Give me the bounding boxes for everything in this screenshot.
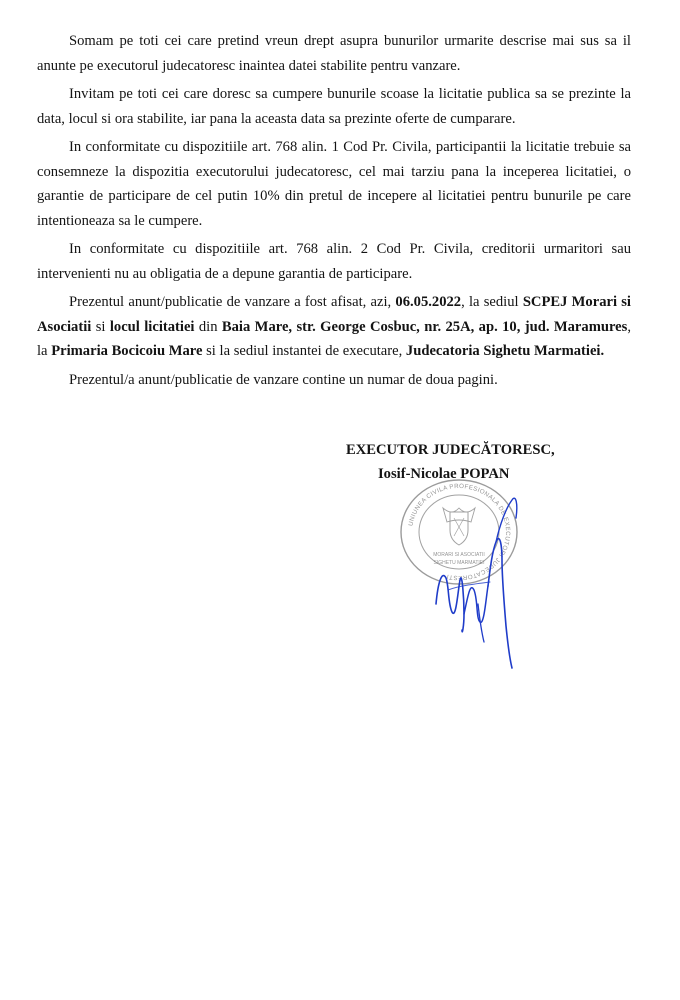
emphasized-text: Judecatoria Sighetu Marmatiei.: [405, 343, 605, 359]
paragraph-text: si la sediul instantei de executare,: [202, 343, 406, 359]
emphasized-text: Primaria Bocicoiu Mare: [51, 343, 203, 359]
paragraph-text: In conformitate cu dispozitiile art. 768 alin. 1 Cod Pr. Civila, participantii la licitatie trebuie sa consemneze la dispozitia executorului judecatoresc, cel mai tarziu pana la inceperea licitatiei, o garantie de participare de cel putin 10% din pretul de incepere al licitatiei pentru bunurile pe care intentioneaza sa le cumpere.: [37, 139, 631, 229]
paragraph-text: , la sediul: [461, 294, 523, 310]
stamp-bottom-text: SIGHETU MARMATIEI: [433, 560, 485, 566]
document-body: [37, 29, 631, 396]
signatory-title: EXECUTOR JUDECĂTORESC,: [346, 442, 555, 458]
paragraph-auction-invitation: [37, 82, 631, 131]
emphasized-text: SCPEJ Morari si Asociatii: [37, 294, 631, 335]
paragraph-guarantee-requirement: [37, 135, 631, 233]
paragraph-text: Prezentul anunt/publicatie de vanzare a fost afisat, azi,: [69, 294, 396, 310]
paragraph-creditor-exemption: [37, 237, 631, 286]
paragraph-posting-details: [37, 290, 631, 364]
paragraph-text: Prezentul/a anunt/publicatie de vanzare contine un numar de doua pagini.: [69, 371, 498, 388]
paragraph-text: Invitam pe toti cei care doresc sa cumpere bunurile scoase la licitatie publica sa se prezinte la data, locul si ora stabilite, iar pana la aceasta data sa prezinte oferte de cumparare.: [37, 86, 631, 127]
stamp-ring-text: UNIUNEA CIVILA PROFESIONALA DE EXECUTORI JUDECATORESTI: [407, 482, 512, 582]
paragraph-text: Somam pe toti cei care pretind vreun drept asupra bunurilor urmarite descrise mai sus sa il anunte pe executorul judecatoresc inaintea datei stabilite pentru vanzare.: [37, 33, 631, 74]
stamp-inner-text: MORARI SI ASOCIATII: [433, 552, 485, 558]
paragraph-text: si: [91, 318, 110, 335]
emphasized-text: locul licitatiei: [109, 318, 195, 335]
paragraph-page-count: [37, 368, 631, 393]
handwritten-signature: [418, 486, 528, 671]
emphasized-text: Baia Mare, str. George Cosbuc, nr. 25A, ap. 10, jud. Maramures: [221, 318, 628, 335]
signatory-name: Iosif-Nicolae POPAN: [378, 466, 510, 482]
paragraph-text: In conformitate cu dispozitiile art. 768 alin. 2 Cod Pr. Civila, creditorii urmaritori sau intervenienti nu au obligatia de a depune garantia de participare.: [37, 241, 631, 282]
paragraph-text: din: [194, 318, 222, 335]
emphasized-text: 06.05.2022: [395, 294, 462, 310]
paragraph-objection-notice: [37, 29, 631, 78]
paragraph-text: , la: [37, 318, 631, 359]
